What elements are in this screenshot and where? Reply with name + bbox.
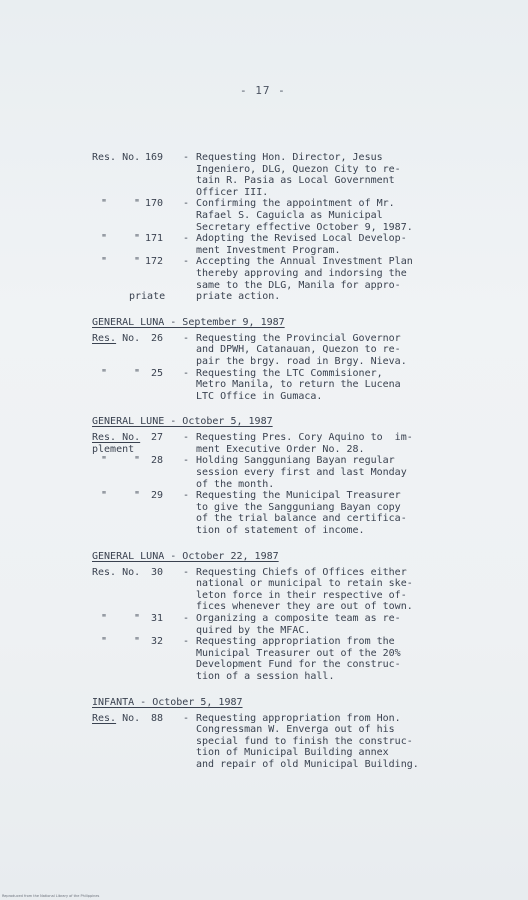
resolution-line [92, 736, 472, 748]
resolution-line [92, 175, 472, 187]
resolution-label-text: Res. No. [92, 152, 141, 163]
page-number: - 17 - [240, 84, 286, 97]
resolution-text-continued: session every first and last Monday [196, 467, 407, 479]
dash-separator: - [183, 455, 190, 467]
ditto-mark: " [134, 490, 141, 502]
resolution-number: 32 [150, 636, 163, 648]
resolution-line [92, 444, 472, 456]
resolution-line [92, 368, 472, 380]
resolution-text-continued: Municipal Treasurer out of the 20% [196, 647, 401, 659]
resolution-line [92, 356, 472, 368]
resolution-label-text: Res. [92, 332, 117, 344]
resolution-text: Requesting Hon. Director, Jesus [196, 152, 383, 163]
ditto-mark: " [101, 198, 108, 210]
ditto-mark: " [101, 256, 108, 268]
resolution-line [92, 152, 472, 164]
dash-separator: - [183, 613, 190, 624]
ditto-mark: " [101, 367, 108, 379]
resolution-line [92, 578, 472, 590]
resolution-text-continued: priate action. [196, 291, 281, 303]
ditto-mark: " [134, 198, 141, 210]
ditto-mark: " [134, 233, 141, 245]
dash-separator: - [183, 566, 190, 578]
resolution-text: Requesting appropriation from the [196, 636, 395, 648]
resolution-text: Holding Sangguniang Bayan regular [196, 455, 395, 467]
resolution-label [92, 567, 140, 579]
dash-separator: - [183, 152, 190, 163]
ditto-mark: " [134, 613, 141, 624]
resolution-line [92, 333, 472, 345]
dash-separator: - [183, 490, 190, 502]
resolution-text-continued: thereby approving and indorsing the [196, 267, 407, 279]
resolution-line [92, 747, 472, 759]
resolution-text: Requesting appropriation from Hon. [196, 712, 401, 724]
resolution-label [92, 713, 140, 725]
resolution-line [92, 455, 472, 467]
resolution-line [92, 467, 472, 479]
resolution-text-continued: Congressman W. Enverga out of his [196, 724, 395, 736]
resolution-line [92, 391, 472, 403]
ditto-mark: " [101, 490, 108, 502]
margin-word: priate [129, 291, 166, 303]
resolution-line [92, 636, 472, 648]
resolution-text: Requesting the Municipal Treasurer [196, 490, 401, 502]
resolution-text-continued: tion of statement of income. [196, 525, 365, 537]
resolution-line [92, 256, 472, 268]
dash-separator: - [183, 332, 190, 344]
dash-separator: - [183, 233, 190, 245]
resolution-text-continued: and repair of old Municipal Building. [196, 758, 419, 770]
resolution-text-continued: and DPWH, Catanauan, Quezon to re- [196, 344, 401, 356]
resolution-number: 30 [150, 566, 163, 578]
resolution-text-continued: ment Executive Order No. 28. [196, 443, 365, 455]
resolution-text-continued: Officer III. [196, 186, 269, 198]
resolution-label [92, 152, 140, 164]
resolution-text-continued: of the trial balance and certifica- [196, 513, 407, 525]
resolution-text-continued: Ingeniero, DLG, Quezon City to re- [196, 163, 401, 175]
resolution-line [92, 724, 472, 736]
resolution-line [92, 713, 472, 725]
resolution-number: 171 [144, 233, 163, 245]
resolution-text-continued: ment Investment Program. [196, 244, 341, 256]
resolution-text: Requesting Pres. Cory Aquino to im- [196, 432, 413, 444]
resolution-number: 26 [150, 332, 163, 344]
resolution-label-rest: No. [116, 712, 141, 724]
resolution-text-continued: tion of Municipal Building annex [196, 747, 389, 759]
resolution-line [92, 187, 472, 199]
ditto-mark: " [134, 455, 141, 467]
resolution-label-rest: No. [116, 332, 141, 344]
resolution-text: Confirming the appointment of Mr. [196, 198, 395, 210]
resolution-number: 88 [150, 712, 163, 724]
dash-separator: - [183, 432, 190, 444]
resolution-line [92, 280, 472, 292]
resolution-text-continued: of the month. [196, 478, 275, 490]
resolution-line [92, 502, 472, 514]
resolution-number: 170 [144, 198, 163, 210]
ditto-mark: " [101, 233, 108, 245]
ditto-mark: " [134, 256, 141, 268]
resolution-label [92, 333, 140, 345]
resolution-text: Requesting Chiefs of Offices either [196, 566, 407, 578]
section-heading: INFANTA - October 5, 1987 [92, 696, 243, 708]
resolution-line [92, 648, 472, 660]
dash-separator: - [183, 636, 190, 648]
resolution-number: 31 [150, 613, 163, 624]
resolution-label [92, 432, 140, 444]
resolution-line [92, 344, 472, 356]
resolution-label-text: Res. No. [92, 566, 141, 578]
resolution-text: Accepting the Annual Investment Plan [196, 256, 413, 268]
resolution-number: 27 [150, 432, 163, 444]
dash-separator: - [183, 256, 190, 268]
resolution-line [92, 245, 472, 257]
section-heading: GENERAL LUNE - October 5, 1987 [92, 416, 273, 428]
section-heading: GENERAL LUNA - September 9, 1987 [92, 316, 285, 328]
resolution-line [92, 233, 472, 245]
resolution-line [92, 379, 472, 391]
section-heading: GENERAL LUNA - October 22, 1987 [92, 550, 279, 562]
resolution-line [92, 268, 472, 280]
resolution-text: Requesting the LTC Commisioner, [196, 367, 383, 379]
resolution-line [92, 590, 472, 602]
resolution-text-continued: Metro Manila, to return the Lucena [196, 379, 401, 391]
resolution-line [92, 567, 472, 579]
resolution-number: 29 [150, 490, 163, 502]
resolution-line [92, 164, 472, 176]
dash-separator: - [183, 198, 190, 210]
resolution-line [92, 513, 472, 525]
resolution-text-continued: Development Fund for the construc- [196, 659, 401, 671]
resolution-number: 28 [150, 455, 163, 467]
resolution-line [92, 222, 472, 234]
resolution-line [92, 210, 472, 222]
resolution-text-continued: tion of a session hall. [196, 670, 335, 682]
resolution-text-continued: special fund to finish the construc- [196, 735, 413, 747]
dash-separator: - [183, 367, 190, 379]
resolution-line [92, 479, 472, 491]
resolution-number: 169 [144, 152, 163, 163]
resolution-text-continued: pair the brgy. road in Brgy. Nieva. [196, 355, 407, 367]
ditto-mark: " [101, 455, 108, 467]
resolution-number: 172 [144, 256, 163, 268]
resolution-text-continued: LTC Office in Gumaca. [196, 390, 323, 402]
resolution-number: 25 [150, 367, 163, 379]
footer-note: Reproduced from the National Library of the Philippines [2, 894, 100, 898]
margin-word: plement [92, 443, 135, 455]
resolution-text-continued: same to the DLG, Manila for appro- [196, 279, 401, 291]
resolution-line [92, 613, 472, 625]
resolutions-list [92, 152, 472, 776]
resolution-text-continued: Secretary effective October 9, 1987. [196, 221, 413, 233]
resolution-line [92, 525, 472, 537]
resolution-text: Organizing a composite team as re- [196, 613, 401, 624]
ditto-mark: " [134, 636, 141, 648]
resolution-text-continued: to give the Sangguniang Bayan copy [196, 501, 401, 513]
resolution-line [92, 198, 472, 210]
resolution-text-continued: national or municipal to retain ske- [196, 578, 413, 590]
resolution-label-text: Res. No. [92, 432, 141, 444]
resolution-line [92, 490, 472, 502]
ditto-mark: " [134, 367, 141, 379]
resolution-text-continued: leton force in their respective of- [196, 589, 407, 601]
resolution-text: Adopting the Revised Local Develop- [196, 233, 407, 245]
ditto-mark: " [101, 613, 108, 624]
resolution-line [92, 625, 472, 637]
resolution-label-text: Res. [92, 712, 117, 724]
resolution-line [92, 432, 472, 444]
resolution-text: Requesting the Provincial Governor [196, 332, 401, 344]
dash-separator: - [183, 712, 190, 724]
resolution-text-continued: tain R. Pasia as Local Government [196, 175, 395, 187]
resolution-line [92, 291, 472, 303]
ditto-mark: " [101, 636, 108, 648]
resolution-line [92, 671, 472, 683]
resolution-line [92, 759, 472, 771]
resolution-line [92, 601, 472, 613]
resolution-text-continued: Rafael S. Caguicla as Municipal [196, 209, 383, 221]
resolution-text-continued: quired by the MFAC. [196, 624, 311, 636]
resolution-text-continued: fices whenever they are out of town. [196, 601, 413, 613]
resolution-line [92, 659, 472, 671]
